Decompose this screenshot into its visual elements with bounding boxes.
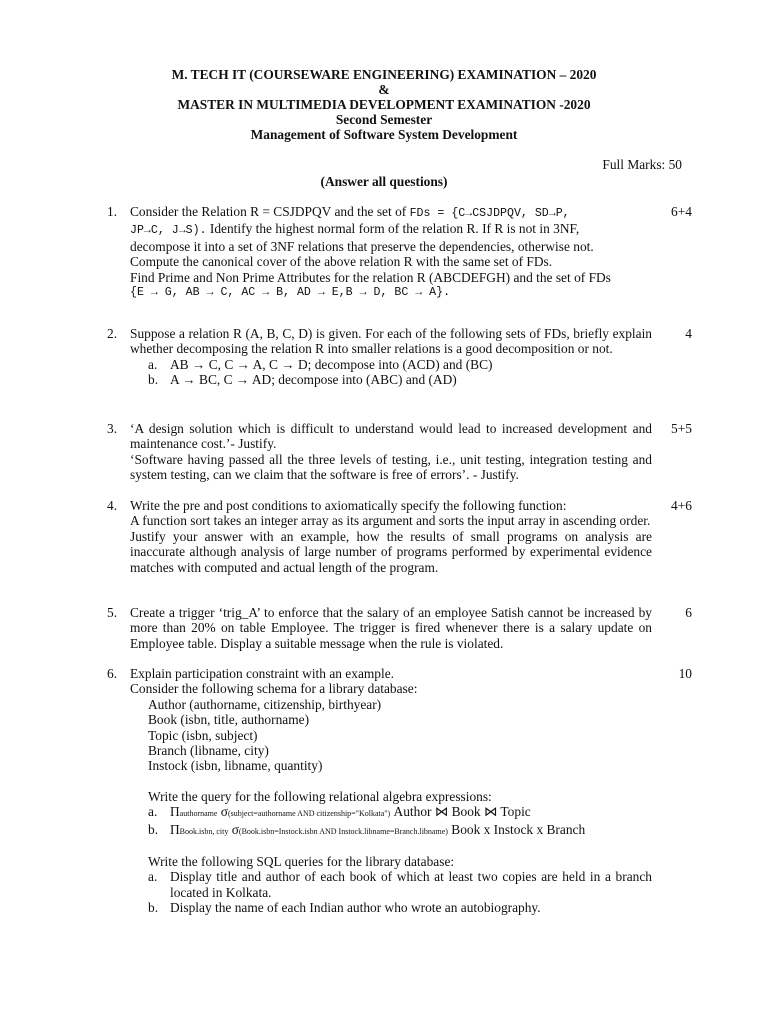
selection-symbol: σ xyxy=(231,821,239,837)
question-number: 3. xyxy=(107,421,118,436)
question-marks: 5+5 xyxy=(671,421,692,436)
ra-expression-a xyxy=(130,804,652,821)
sql-intro: Write the following SQL queries for the library database: xyxy=(148,854,455,870)
ra-relations: Book x Instock x Branch xyxy=(447,821,586,837)
sql-query-b xyxy=(130,900,652,915)
q6-part2: Consider the following schema for a library database: xyxy=(130,681,418,697)
question-marks: 10 xyxy=(678,666,692,681)
question-1 xyxy=(130,204,652,300)
ra-expression xyxy=(170,804,531,821)
option-label: b. xyxy=(148,900,159,916)
question-4 xyxy=(130,498,652,575)
exam-title-ampersand: & xyxy=(378,82,390,97)
ra-relations: Author ⋈ Book ⋈ Topic xyxy=(390,804,531,820)
schema-item: Instock (isbn, libname, quantity) xyxy=(148,758,323,774)
ra-intro: Write the query for the following relational algebra expressions: xyxy=(148,788,492,804)
schema-item: Branch (libname, city) xyxy=(148,743,269,759)
schema-item: Book (isbn, title, authorname) xyxy=(148,712,310,728)
schema-item: Topic (isbn, subject) xyxy=(148,727,258,743)
q2-text: Suppose a relation R (A, B, C, D) is given. For each of the following sets of FDs, briefly explain whether decomposing the relation R into smaller relations is a good decomposition or not. xyxy=(130,326,652,357)
option-label: a. xyxy=(148,804,158,820)
q1-line2: Identify the highest normal form of the relation R. If R is not in 3NF, xyxy=(206,221,580,237)
question-number: 5. xyxy=(107,605,118,620)
q1-fds-cont: JP→C, J→S). xyxy=(130,224,207,238)
option-label: a. xyxy=(148,869,158,885)
q4-part2: A function sort takes an integer array as its argument and sorts the input array in ascending order. xyxy=(130,513,651,529)
q1-line6: {E → G, AB → C, AC → B, AD → E,B → D, BC → A}. xyxy=(130,286,451,300)
question-marks: 4 xyxy=(685,326,692,341)
question-3 xyxy=(130,421,652,483)
q1-line4: Compute the canonical cover of the above relation R with the same set of FDs. xyxy=(130,254,553,270)
question-marks: 6+4 xyxy=(671,204,692,219)
instruction: (Answer all questions) xyxy=(320,174,448,189)
q2-option-a xyxy=(130,357,652,372)
question-marks: 4+6 xyxy=(671,498,692,513)
question-marks: 6 xyxy=(685,605,692,620)
projection-symbol: Π xyxy=(170,821,180,837)
question-5 xyxy=(130,605,652,651)
q5-text: Create a trigger ‘trig_A’ to enforce that the salary of an employee Satish cannot be increased by more than 20% on table Employee. The trigger is fired whenever there is a salary update on Employee table. Display a suitable message when the rule is violated. xyxy=(130,605,652,651)
option-label: b. xyxy=(148,372,159,388)
sql-query-a xyxy=(130,869,652,900)
sql-query-text: Display the name of each Indian author who wrote an autobiography. xyxy=(170,900,541,916)
projection-attrs: Book.isbn, city xyxy=(179,826,229,836)
q1-line5: Find Prime and Non Prime Attributes for the relation R (ABCDEFGH) and the set of FDs xyxy=(130,269,611,285)
full-marks: Full Marks: 50 xyxy=(602,157,682,172)
q3-part2: ‘Software having passed all the three levels of testing, i.e., unit testing, integration testing and system testing, can we claim that the software is free of errors’. - Justify. xyxy=(130,451,652,483)
ra-expression-b xyxy=(130,822,652,839)
selection-condition: (subject=authorname AND citizenship="Kolkata") xyxy=(228,809,391,819)
ra-expression xyxy=(170,822,585,839)
q1-line3: decompose it into a set of 3NF relations that preserve the dependencies, otherwise not. xyxy=(130,238,594,254)
projection-symbol: Π xyxy=(170,804,180,820)
option-text: A → BC, C → AD; decompose into (ABC) and (AD) xyxy=(170,372,457,388)
option-label: a. xyxy=(148,356,158,372)
subject-title: Management of Software System Development xyxy=(250,127,518,142)
sql-query-text: Display title and author of each book of which at least two copies are held in a branch located in Kolkata. xyxy=(170,869,652,900)
library-schema xyxy=(130,697,652,774)
question-number: 4. xyxy=(107,498,118,513)
question-number: 1. xyxy=(107,204,118,219)
q1-fds: FDs = {C→CSJDPQV, SD→P, xyxy=(409,207,570,220)
q1-line1: Consider the Relation R = CSJDPQV and the set of xyxy=(130,204,407,219)
question-2 xyxy=(130,326,652,388)
q2-option-b xyxy=(130,372,652,387)
question-6 xyxy=(130,666,652,916)
semester: Second Semester xyxy=(335,112,433,127)
q4-part1: Write the pre and post conditions to axiomatically specify the following function: xyxy=(130,498,567,513)
q4-part3: Justify your answer with an example, how the results of small programs on analysis are inaccurate although analysis of large number of programs performed by experimental evidence matches with computed and actual length of the program. xyxy=(130,528,652,575)
q6-part1: Explain participation constraint with an example. xyxy=(130,666,395,681)
exam-title-second: MASTER IN MULTIMEDIA DEVELOPMENT EXAMINATION -2020 xyxy=(177,97,591,112)
projection-attrs: authorname xyxy=(179,809,218,819)
selection-symbol: σ xyxy=(220,804,229,820)
question-number: 6. xyxy=(107,666,118,681)
q3-part1: ‘A design solution which is difficult to understand would lead to increased development and maintenance cost.’- Justify. xyxy=(130,421,652,452)
selection-condition: (Book.isbn=Instock.isbn AND Instock.libname=Branch.libname) xyxy=(238,826,448,836)
option-label: b. xyxy=(148,821,159,837)
exam-title: M. TECH IT (COURSEWARE ENGINEERING) EXAMINATION – 2020 xyxy=(171,67,597,82)
option-text: AB → C, C → A, C → D; decompose into (ACD) and (BC) xyxy=(170,356,493,372)
question-number: 2. xyxy=(107,326,118,341)
schema-item: Author (authorname, citizenship, birthyear) xyxy=(148,696,382,712)
